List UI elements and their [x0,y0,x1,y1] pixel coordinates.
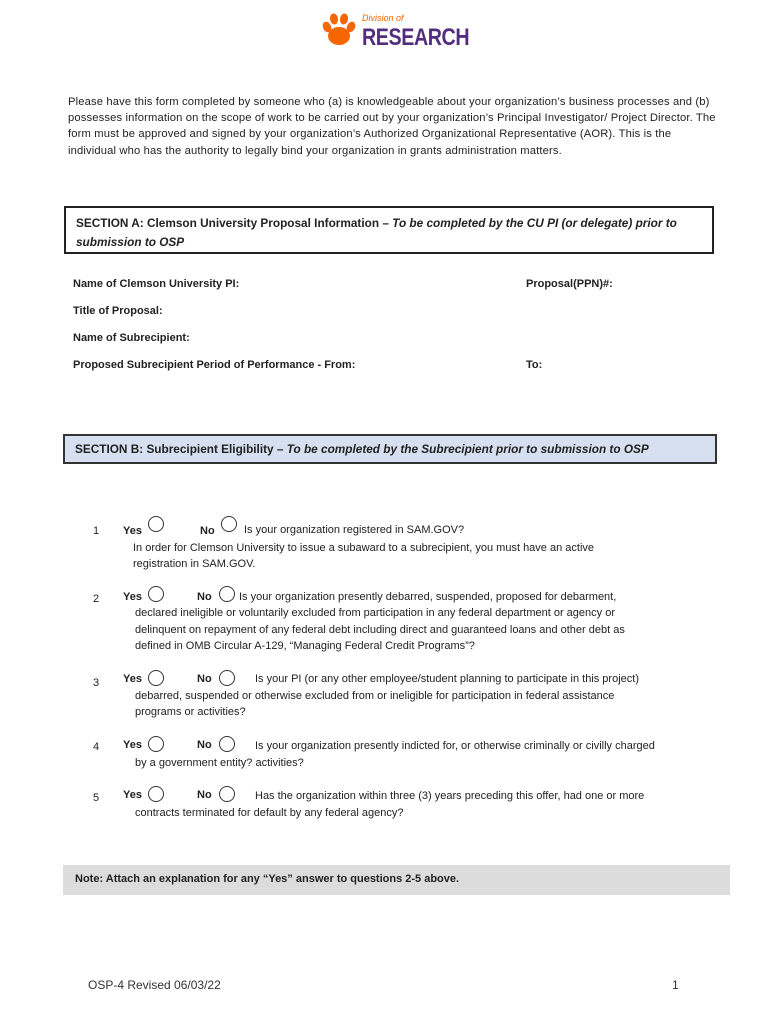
question-text-line: contracts terminated for default by any federal agency? [135,807,404,819]
question-number: 5 [93,792,100,804]
q2-yes-radio[interactable] [148,586,164,602]
question-text-line: defined in OMB Circular A-129, “Managing Federal Credit Programs”? [135,640,475,652]
yes-label: Yes [123,673,142,685]
q1-yes-radio[interactable] [148,516,164,532]
question-number: 1 [93,525,100,537]
question-text-line: Is your organization presently debarred, suspended, proposed for debarment, [239,591,617,603]
proposal-title-label: Title of Proposal: [73,305,163,317]
section-b-header [63,434,717,464]
section-a-title: SECTION A: Clemson University Proposal Information – [76,216,393,230]
question-text-line: registration in SAM.GOV. [133,558,256,570]
question-text-line: declared ineligible or voluntarily excluded from participation in any federal department or agency or [135,607,615,619]
section-b-subtitle: To be completed by the Subrecipient prior to submission to OSP [286,442,649,456]
no-label: No [197,591,212,603]
q2-no-radio[interactable] [219,586,235,602]
question-text-line: debarred, suspended or otherwise excluded from or ineligible for participation in federal assistance [135,690,615,702]
revision-footer: OSP-4 Revised 06/03/22 [88,978,221,992]
no-label: No [200,525,215,537]
period-to-label: To: [526,359,543,371]
period-from-label: Proposed Subrecipient Period of Performance - From: [73,359,356,371]
proposal-number-label: Proposal(PPN)#: [526,278,613,290]
page-number: 1 [672,978,679,992]
question-number: 4 [93,741,100,753]
q4-no-radio[interactable] [219,736,235,752]
q3-no-radio[interactable] [219,670,235,686]
q5-yes-radio[interactable] [148,786,164,802]
question-text-line: Is your organization registered in SAM.GOV? [244,524,465,536]
question-number: 3 [93,677,100,689]
section-a-subtitle: To be completed by the CU PI (or delegate) prior to submission to OSP [76,216,677,249]
no-label: No [197,739,212,751]
section-a-header [64,206,714,254]
question-text-line: delinquent on repayment of any federal debt including direct and guaranteed loans and other debt as [135,624,625,636]
question-text-line: In order for Clemson University to issue a subaward to a subrecipient, you must have an active [133,542,595,554]
tiger-paw-icon [318,10,358,50]
pi-name-label: Name of Clemson University PI: [73,278,240,290]
no-label: No [197,789,212,801]
intro-paragraph: Please have this form completed by someone who (a) is knowledgeable about your organization’s business processes and (b) possesses information on the scope of work to be carried out by your organization’s Principal Investigator/ Project Director. The form must be approved and signed by your organization’s Authorized Organizational Representative (AOR). This is the individual who has the authority to legally bind your organization in grants administration matters. [68,96,716,157]
logo-research-text: RESEARCH [362,24,470,51]
question-text-line: programs or activities? [135,706,246,718]
note-box: Note: Attach an explanation for any “Yes” answer to questions 2-5 above. [63,865,730,895]
section-b-title: SECTION B: Subrecipient Eligibility – [75,442,287,456]
division-of-research-logo [318,8,470,51]
yes-label: Yes [123,789,142,801]
question-text-line: by a government entity? activities? [135,757,304,769]
question-text-line: Has the organization within three (3) years preceding this offer, had one or more [255,790,645,802]
no-label: No [197,673,212,685]
yes-label: Yes [123,739,142,751]
yes-label: Yes [123,591,142,603]
logo-division-text: Division of [362,13,404,23]
q1-no-radio[interactable] [221,516,237,532]
q5-no-radio[interactable] [219,786,235,802]
q4-yes-radio[interactable] [148,736,164,752]
subrecipient-name-label: Name of Subrecipient: [73,332,190,344]
q3-yes-radio[interactable] [148,670,164,686]
question-number: 2 [93,593,100,605]
yes-label: Yes [123,525,142,537]
question-text-line: Is your organization presently indicted for, or otherwise criminally or civilly charged [255,740,655,752]
question-text-line: Is your PI (or any other employee/student planning to participate in this project) [255,673,639,685]
